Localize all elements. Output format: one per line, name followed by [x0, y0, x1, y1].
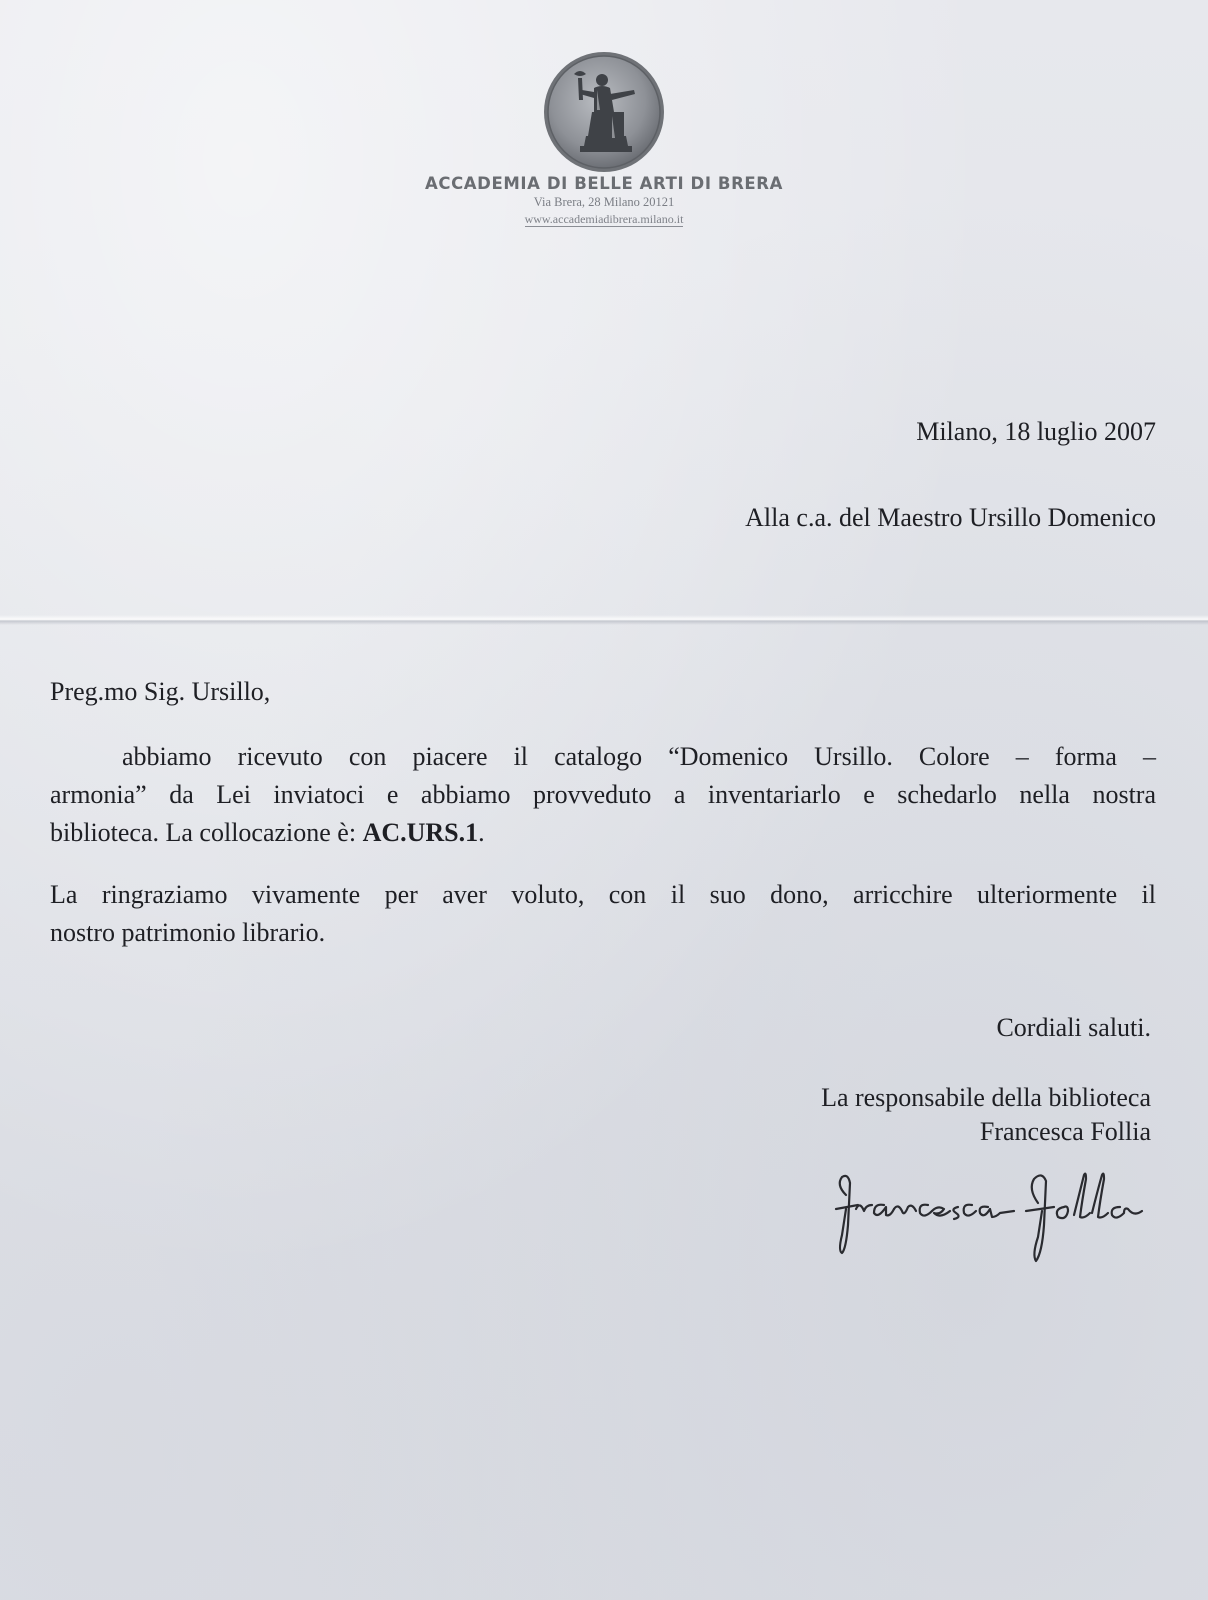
- signatory-name: Francesca Follia: [979, 1117, 1151, 1146]
- paper-fold-line: [0, 615, 1208, 625]
- paragraph-1-line-1: abbiamo ricevuto con piacere il catalogo “Domenico Ursillo. Colore – forma –: [122, 742, 1156, 771]
- letter-paragraph-1: [50, 738, 1156, 852]
- letter-recipient: Alla c.a. del Maestro Ursillo Domenico: [745, 503, 1156, 532]
- paragraph-2-line-2: nostro patrimonio librario.: [50, 918, 326, 947]
- letter-salutation: Preg.mo Sig. Ursillo,: [50, 677, 271, 706]
- signatory-title: La responsabile della biblioteca: [821, 1083, 1151, 1112]
- paragraph-1-line-3-prefix: biblioteca. La collocazione è:: [50, 818, 363, 847]
- paragraph-1-line-3-suffix: .: [478, 818, 485, 847]
- organization-website: [0, 212, 1208, 227]
- handwritten-signature: [828, 1165, 1168, 1275]
- letterhead: [0, 50, 1208, 226]
- letter-date: Milano, 18 luglio 2007: [916, 417, 1156, 446]
- paragraph-1-line-2: armonia” da Lei inviatoci e abbiamo provveduto a inventariarlo e schedarlo nella nostra: [50, 780, 1156, 809]
- organization-name-text: ACCADEMIA DI BELLE ARTI DI BRERA: [425, 174, 783, 193]
- paragraph-1-line-3: [50, 814, 1156, 852]
- letter-closing: Cordiali saluti.: [996, 1013, 1151, 1042]
- shelfmark: AC.URS.1: [362, 818, 479, 847]
- paragraph-2-line-1: La ringraziamo vivamente per aver voluto, con il suo dono, arricchire ulteriormente il: [50, 880, 1156, 909]
- organization-website-text: www.accademiadibrera.milano.it: [524, 212, 684, 226]
- organization-name: [0, 174, 1208, 193]
- organization-address: Via Brera, 28 Milano 20121: [533, 195, 675, 209]
- letter-paragraph-2: [50, 876, 1156, 952]
- seated-figure-seal-icon: [542, 50, 666, 174]
